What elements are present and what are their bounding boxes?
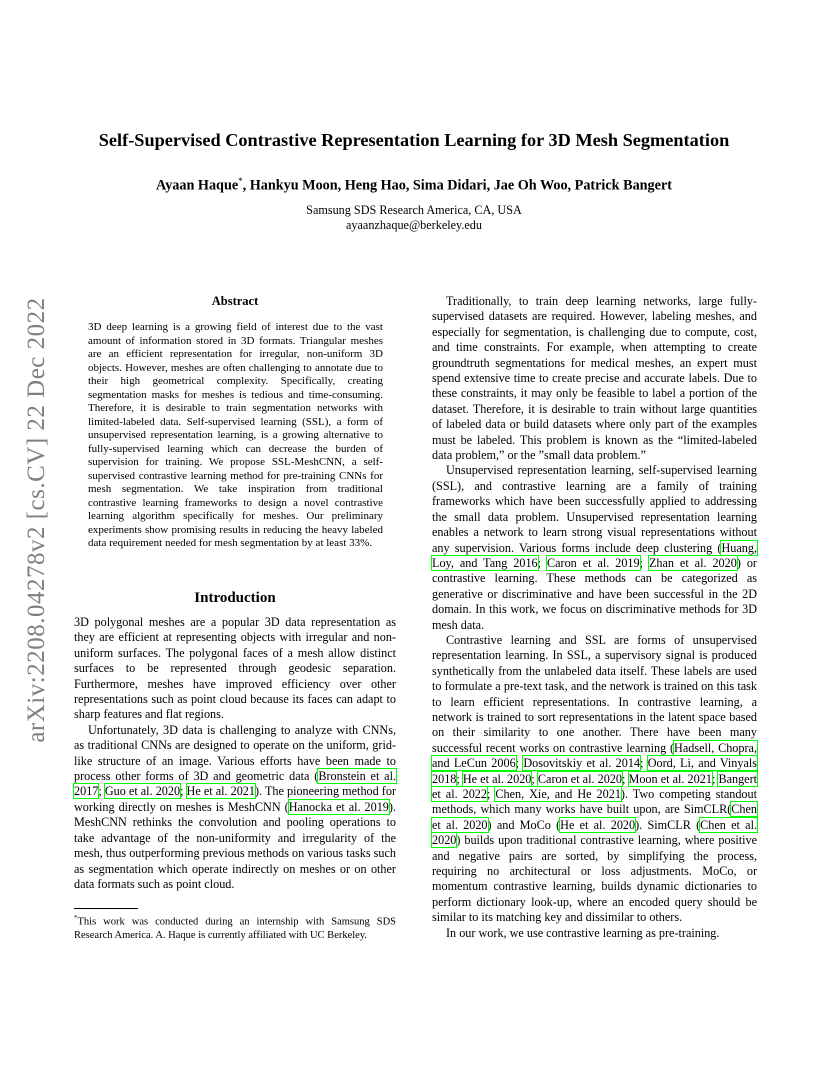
affiliation: Samsung SDS Research America, CA, USA [306, 203, 522, 217]
author-email: ayaanzhaque@berkeley.edu [346, 218, 482, 232]
affiliation-block [60, 203, 768, 233]
intro-paragraph-2 [74, 723, 396, 892]
footnote-text: This work was conducted during an internship with Samsung SDS Research America. A. Haque is currently affiliated with UC Berkeley. [74, 916, 396, 941]
author-footnote-marker: * [238, 176, 243, 186]
other-authors: , Hankyu Moon, Heng Hao, Sima Didari, Jae Oh Woo, Patrick Bangert [242, 177, 672, 194]
text-span: ; [711, 771, 719, 786]
citation-link[interactable]: He et al. 2021 [186, 784, 255, 799]
text-span: ; [456, 771, 463, 786]
text-span: ). MeshCNN rethinks the convolution and pooling operations to take advantage of the non-uniformity and irregularity of the mesh, thus outperforming previous methods on various tasks such as segmentation which operate indirectly on meshes or on other data formats such as point cloud. [74, 799, 397, 891]
citation-link[interactable]: Zhan et al. 2020 [648, 555, 737, 570]
footnote [74, 912, 396, 942]
citation-link[interactable]: Chen et al. 2020 [432, 802, 757, 832]
introduction-heading: Introduction [194, 590, 276, 606]
text-span: ) builds upon traditional contrastive learning, where positive and negative pairs are sorted, by simplifying the process, requiring no architectural or loss adjustments. MoCo, or momentum contrastive learning, builds dynamic dictionaries to perform dictionary look-up, where an encoded query should be similar to its matching key and dissimilar to others. [432, 833, 757, 925]
introduction-body [74, 615, 396, 892]
footnote-marker: * [74, 914, 78, 922]
text-span: ; [180, 784, 187, 799]
citation-link[interactable]: Hadsell, Chopra, and LeCun 2006 [432, 740, 758, 771]
citation-link[interactable]: He et al. 2020 [560, 817, 636, 832]
text-span: ; [515, 756, 524, 771]
text-span: ; [531, 771, 538, 786]
text-span: Contrastive learning and SSL are forms of unsupervised representation learning. In SSL, a supervisory signal is produced synthetically from the unlabeled data itself. These labels are used to formulate a pre-text task, and the network is trained on this task to learn efficient representations. In contrastive learning, a network is trained to sort representations in the latent space based on their similarity to one another. There have been many successful recent works on contrastive learning ( [432, 632, 757, 755]
text-span: Unfortunately, 3D data is challenging to analyze with CNNs, as traditional CNNs are designed to operate on the uniform, grid-like structure of an image. Various efforts have been made to process other forms of 3D and geometric data ( [74, 722, 396, 784]
citation-link[interactable]: Moon et al. 2021 [628, 771, 712, 786]
citation-link[interactable]: Hanocka et al. 2019 [288, 799, 389, 814]
citation-link[interactable]: Chen et al. 2020 [432, 817, 758, 848]
citation-link[interactable]: Bronstein et al. 2017 [74, 769, 396, 799]
citation-link[interactable]: Oord, Li, and Vinyals 2018 [432, 756, 758, 786]
citation-link[interactable]: Dosovitskiy et al. 2014 [523, 756, 641, 771]
citation-link[interactable]: Chen, Xie, and He 2021 [495, 787, 621, 801]
right-paragraph-2 [432, 463, 757, 632]
text-span: ; [640, 756, 648, 771]
arxiv-side-identifier [14, 280, 60, 760]
text-span: ). The pioneering method for working directly on meshes is MeshCNN ( [74, 784, 397, 814]
citation-link[interactable]: Guo et al. 2020 [104, 784, 181, 799]
intro-paragraph-1: 3D polygonal meshes are a popular 3D data representation as they are efficient at representing objects with irregular and non-uniform surfaces. The polygonal faces of a mesh allow distinct surfaces to be represented through geodesic separation. Furthermore, meshes have improved efficiency over other representations such as point cloud because its faces can adapt to sharp features and flat regions. [74, 615, 396, 722]
text-span: ; [639, 555, 649, 570]
right-paragraph-3 [432, 633, 757, 926]
citation-link[interactable]: He et al. 2020 [462, 771, 532, 786]
citation-link[interactable]: Caron et al. 2019 [546, 555, 640, 570]
paper-title: Self-Supervised Contrastive Representation Learning for 3D Mesh Segmentation [98, 130, 730, 150]
footnote-divider [74, 908, 138, 909]
text-span: ; [622, 771, 629, 786]
abstract-heading: Abstract [211, 294, 259, 308]
text-span: ). SimCLR ( [635, 817, 701, 832]
citation-link[interactable]: Caron et al. 2020 [537, 771, 622, 786]
right-paragraph-1: Traditionally, to train deep learning networks, large fully-supervised datasets are required. However, labeling meshes, and especially for segmentation, is challenging due to compute, cost, and time constraints. For example, when attempting to create groundtruth segmentations for medical meshes, an expert must spend extensive time to create precise and accurate labels. Due to these constraints, it may only be feasible to label a portion of the dataset. Therefore, it is desirable to train without large quantities of labeled data or build datasets where only part of the examples must be labeled. This problem is known as the “limited-labeled data problem,” or the ”small data problem.” [432, 294, 757, 463]
text-span: ; [487, 787, 496, 801]
citation-link[interactable]: Bangert et al. 2022 [432, 771, 758, 801]
citation-link[interactable]: Huang, Loy, and Tang 2016 [432, 540, 757, 570]
right-column-body [432, 294, 757, 941]
text-span: ). Two competing standout methods, which many works have built upon, are SimCLR( [432, 787, 757, 817]
abstract-text: 3D deep learning is a growing field of interest due to the vast amount of information stored in 3D formats. Triangular meshes are an efficient representation for irregular, non-uniform 3D objects. However, meshes are often challenging to annotate due to their high geometrical complexity. Specifically, creating segmentation masks for meshes is tedious and time-consuming. Therefore, it is desirable to train segmentation networks with limited-labeled data. Self-supervised learning (SSL), a form of unsupervised representation learning, is a growing alternative to fully-supervised learning which can decrease the burden of supervision for training. We propose SSL-MeshCNN, a self-supervised contrastive learning method for pre-training CNNs for mesh segmentation. We take inspiration from traditional contrastive learning frameworks to design a novel contrastive learning algorithm specifically for meshes. Our preliminary experiments show promising results in reducing the heavy labeled data requirement needed for mesh segmentation by at least 33%. [88, 321, 383, 549]
text-span: ; [98, 784, 105, 799]
text-span: ) and MoCo ( [487, 817, 561, 832]
right-paragraph-4: In our work, we use contrastive learning as pre-training. [446, 925, 720, 940]
author-list [60, 176, 768, 195]
text-span: ) or contrastive learning. These methods can be categorized as generative or discriminative and have been successful in the 2D domain. In this work, we focus on discriminative methods for 3D mesh data. [432, 555, 757, 632]
text-span: ; [537, 555, 547, 570]
arxiv-identifier-text: arXiv:2208.04278v2 [cs.CV] 22 Dec 2022 [23, 297, 50, 743]
first-author: Ayaan Haque [156, 177, 239, 194]
text-span: Unsupervised representation learning, self-supervised learning (SSL), and contrastive learning are a family of training frameworks which have been successfully applied to addressing the small data problem. Unsupervised representation learning enables a network to learn strong visual representations without any supervision. Various forms include deep clustering ( [432, 463, 757, 555]
